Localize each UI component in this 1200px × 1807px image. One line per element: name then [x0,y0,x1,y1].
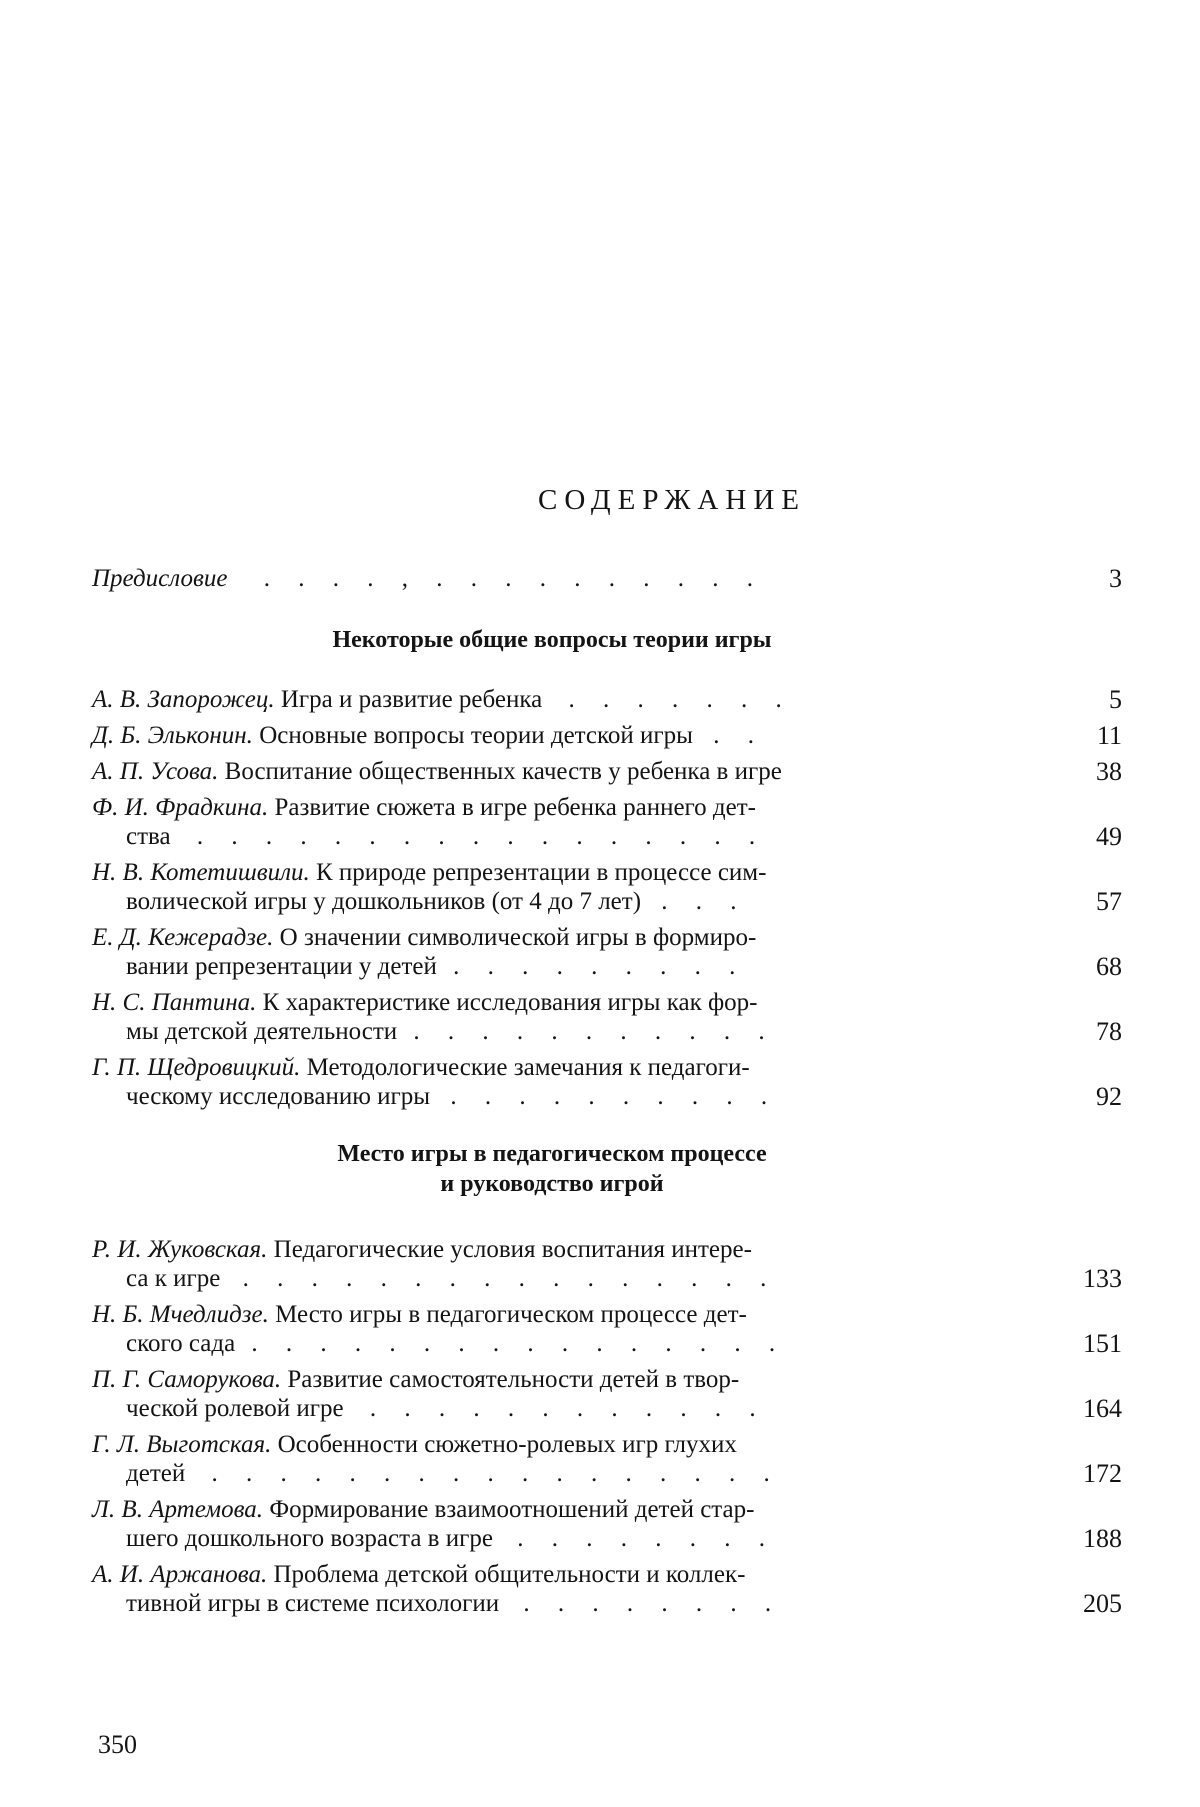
toc-entry [92,858,1122,916]
page-number: 3 [1109,564,1122,593]
entry-title-continued: ского сада [126,1330,236,1357]
dot-leader: . . . . . . . . . . [450,1083,768,1110]
entry-author: Ф. И. Фрадкина. [92,794,269,821]
entry-author: Н. В. Котетишвили. [92,859,310,886]
entry-author: А. И. Аржанова. [92,1561,268,1588]
entry-title: К природе репрезентации в процессе сим- [309,859,767,886]
dot-leader: . . [713,722,754,749]
entry-title-continued: ства [126,823,171,850]
folio-page-number: 350 [98,1730,137,1759]
page-number: 78 [1096,1017,1122,1046]
toc-entry [92,1300,1122,1358]
page-number: 205 [1083,1589,1122,1618]
dot-leader: . . . . , . . . . . . . . . . [263,565,753,592]
entry-title: Игра и развитие ребенка [274,686,543,713]
entry-title: Воспитание общественных качеств у ребенка в игре [218,758,782,785]
dot-leader: . . . . . . . . . . . . [369,1395,756,1422]
entry-author: Н. С. Пантина. [92,989,257,1016]
page-number: 188 [1083,1524,1122,1553]
entry-title-continued: тивной игры в системе психологии [126,1590,500,1617]
entry-author: Р. И. Жуковская. [92,1236,268,1263]
page-number: 92 [1096,1082,1122,1111]
entry-title-continued: мы детской деятельности [126,1018,398,1045]
entry-title: Особенности сюжетно-ролевых игр глухих [271,1431,737,1458]
toc-entry [92,923,1122,981]
page-number: 164 [1083,1394,1122,1423]
toc-entry [92,1495,1122,1553]
toc-entry [92,1053,1122,1111]
toc-entry [92,1235,1122,1293]
entry-author: А. В. Запорожец. [92,686,275,713]
entry-author: Е. Д. Кежерадзе. [92,924,274,951]
dot-leader: . . . . . . . . . . . . . . . . [251,1330,776,1357]
entry-title: Место игры в педагогическом процессе дет- [268,1301,747,1328]
section-title-line: Некоторые общие вопросы теории игры [332,627,772,653]
section-title-line: и руководство игрой [440,1171,664,1197]
entry-title-continued: ческой ролевой игре [126,1395,344,1422]
entry-title-continued: ческому исследованию игры [126,1083,431,1110]
dot-leader: . . . . . . . . . . . . . . . . . [196,823,756,850]
section-title [92,1139,1012,1199]
toc-entry [92,1365,1122,1423]
entry-title: Методологические замечания к педагоги- [300,1054,750,1081]
page-number: 57 [1096,887,1122,916]
dot-leader: . . . . . . . . [517,1525,765,1552]
page-number: 5 [1109,685,1122,714]
toc-entry [92,757,1122,786]
dot-leader: . . . . . . . . . . . [413,1018,765,1045]
toc-entry [92,793,1122,851]
page-number: 133 [1083,1264,1122,1293]
entry-title: Формирование взаимоотношений детей стар- [263,1496,755,1523]
page-number: 172 [1083,1459,1122,1488]
toc-entry [92,1430,1122,1488]
entry-author: Н. Б. Мчедлидзе. [92,1301,269,1328]
entry-title-continued: вании репрезентации у детей [126,953,437,980]
entry-title: Развитие самостоятельности детей в твор- [281,1366,740,1393]
entry-title: Развитие сюжета в игре ребенка раннего дет- [268,794,756,821]
entry-author: Л. В. Артемова. [92,1496,264,1523]
dot-leader: . . . . . . . . [523,1590,772,1617]
preface-label: Предисловие [92,565,228,592]
page-title: СОДЕРЖАНИЕ [538,484,806,516]
toc-entry [92,721,1122,750]
entry-title: К характеристике исследования игры как фор- [256,989,758,1016]
toc-entry-preface [92,564,1122,593]
entry-title: О значении символической игры в формиро- [273,924,757,951]
entry-title-continued: шего дошкольного возраста в игре [126,1525,493,1552]
entry-title-continued: са к игре [126,1265,221,1292]
dot-leader: . . . . . . . . . . . . . . . . . [211,1460,770,1487]
page-number: 38 [1096,757,1122,786]
page-number: 49 [1096,822,1122,851]
section-title-line: Место игры в педагогическом процессе [337,1141,767,1167]
contents-page [92,480,1122,1618]
entry-author: Г. Л. Выготская. [92,1431,272,1458]
dot-leader: . . . . . . . . . [453,953,736,980]
toc-entry [92,1560,1122,1618]
entry-title: Педагогические условия воспитания интере- [267,1236,752,1263]
dot-leader: . . . [661,888,737,915]
entry-author: Г. П. Щедровицкий. [92,1054,301,1081]
section-title [92,625,1012,655]
dot-leader: . . . . . . . [568,686,782,713]
entry-title: Проблема детской общительности и коллек- [267,1561,746,1588]
entry-title: Основные вопросы теории детской игры [252,722,693,749]
toc-entry [92,685,1122,714]
page-number: 151 [1083,1329,1122,1358]
entry-title-continued: детей [126,1460,186,1487]
entry-title-continued: волической игры у дошкольников (от 4 до 7 лет) [126,888,642,915]
entry-author: А. П. Усова. [92,758,219,785]
page-number: 11 [1096,721,1122,750]
dot-leader: . . . . . . . . . . . . . . . . [242,1265,767,1292]
page-number: 68 [1096,952,1122,981]
entry-author: П. Г. Саморукова. [92,1366,282,1393]
toc-entry [92,988,1122,1046]
entry-author: Д. Б. Эльконин. [92,722,253,749]
